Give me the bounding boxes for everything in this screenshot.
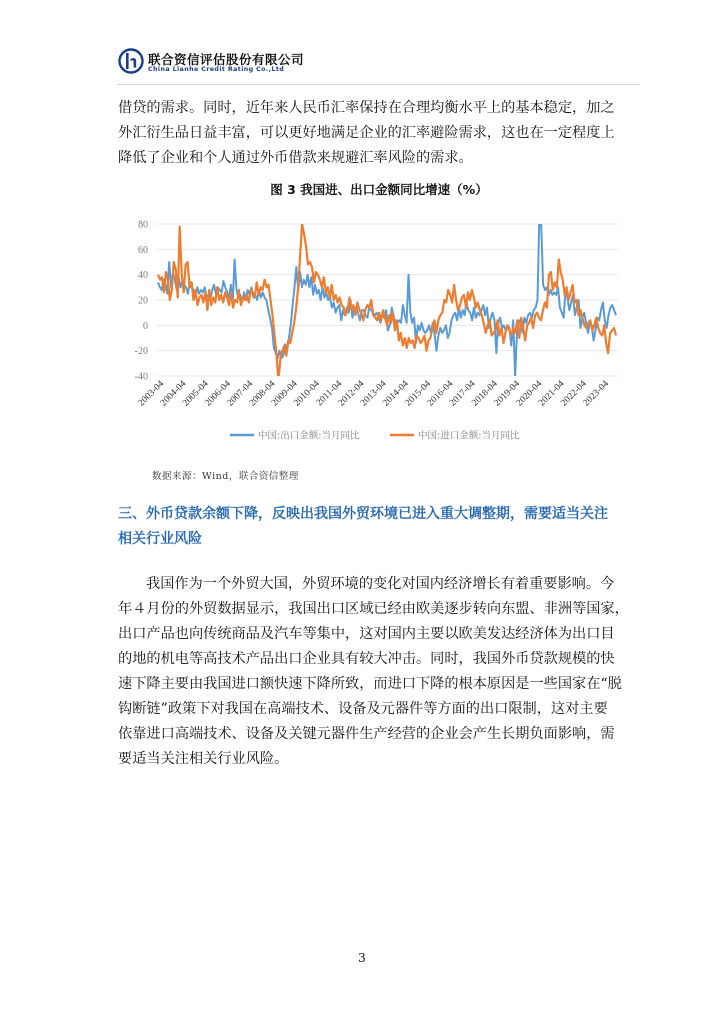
y-tick-label: 20 [138, 295, 148, 307]
x-tick-label: 2011-04 [314, 379, 345, 409]
x-tick-label: 2017-04 [448, 379, 478, 409]
chart-series [158, 214, 616, 381]
section-title [118, 502, 640, 552]
chart-grid [156, 224, 618, 376]
page-number: 3 [358, 951, 366, 965]
figure-source: 数据来源：Wind，联合资信整理 [152, 471, 299, 482]
x-tick-label: 2012-04 [336, 379, 367, 409]
text-line: 要适当关注相关行业风险。 [118, 751, 289, 767]
text-line: 速下降主要由我国进口额快速下降所致，而进口下降的根本原因是一些国家在“脱 [118, 676, 622, 692]
x-tick-label: 2009-04 [270, 379, 300, 409]
text-line: 出口产品也向传统商品及汽车等集中，这对国内主要以欧美发达经济体为出口目 [118, 626, 615, 642]
x-tick-label: 2003-04 [136, 379, 167, 409]
legend-label: 中国:出口金额:当月同比 [258, 430, 360, 442]
text-line: 的地的机电等高技术产品出口企业具有较大冲击。同时，我国外币贷款规模的快 [118, 651, 615, 667]
text-line: 我国作为一个外贸大国，外贸环境的变化对国内经济增长有着重要影响。今 [146, 576, 615, 592]
company-name: 联合资信评估股份有限公司 [148, 52, 305, 67]
y-tick-label: -40 [134, 371, 148, 383]
company-name-en: China Lianhe Credit Rating Co.,Ltd [148, 66, 285, 73]
section-title-line: 相关行业风险 [118, 531, 202, 547]
x-tick-label: 2019-04 [492, 379, 523, 409]
intro-paragraph [118, 96, 640, 171]
x-tick-label: 2015-04 [403, 379, 434, 409]
series-line [158, 224, 616, 381]
body-paragraph [118, 572, 640, 772]
text-line: 钩断链”政策下对我国在高端技术、设备及元器件等方面的出口限制，这对主要 [118, 701, 608, 717]
x-tick-label: 2022-04 [559, 379, 589, 409]
x-tick-label: 2005-04 [181, 379, 211, 409]
x-tick-label: 2007-04 [225, 379, 256, 409]
x-tick-label: 2014-04 [381, 379, 411, 409]
y-axis-ticks [135, 220, 148, 383]
x-tick-label: 2016-04 [425, 379, 456, 409]
text-line: 借贷的需求。同时，近年来人民币汇率保持在合理均衡水平上的基本稳定，加之 [118, 100, 615, 116]
section-title-line: 三、外币贷款余额下降，反映出我国外贸环境已进入重大调整期，需要适当关注 [118, 506, 608, 522]
figure-caption: 图 3 我国进、出口金额同比增速（%） [270, 182, 488, 197]
company-logo-icon [118, 48, 144, 74]
x-tick-label: 2020-04 [514, 379, 545, 409]
x-tick-label: 2021-04 [537, 379, 567, 409]
x-tick-label: 2010-04 [292, 379, 322, 409]
text-line: 依靠进口高端技术、设备及关键元器件生产经营的企业会产生长期负面影响，需 [118, 726, 615, 742]
text-line: 年４月份的外贸数据显示，我国出口区域已经由欧美逐步转向东盟、非洲等国家， [118, 601, 629, 617]
x-axis-ticks [137, 379, 612, 409]
legend-label: 中国:进口金额:当月同比 [418, 430, 520, 442]
x-tick-label: 2023-04 [581, 379, 611, 409]
line-chart [118, 208, 618, 448]
x-tick-label: 2006-04 [203, 379, 233, 409]
text-line: 外汇衍生品日益丰富，可以更好地满足企业的汇率避险需求，这也在一定程度上 [118, 125, 615, 141]
y-tick-label: -20 [134, 346, 148, 358]
x-tick-label: 2004-04 [158, 379, 189, 409]
header-divider [118, 84, 640, 85]
x-tick-label: 2018-04 [470, 379, 500, 409]
text-line: 降低了企业和个人通过外币借款来规避汇率风险的需求。 [118, 150, 473, 166]
page-header [118, 48, 640, 84]
y-tick-label: 80 [138, 219, 148, 231]
x-tick-label: 2013-04 [359, 379, 389, 409]
y-tick-label: 60 [138, 244, 148, 256]
y-tick-label: 0 [143, 320, 148, 332]
x-tick-label: 2008-04 [247, 379, 278, 409]
y-tick-label: 40 [138, 270, 148, 282]
chart-legend [230, 430, 520, 442]
